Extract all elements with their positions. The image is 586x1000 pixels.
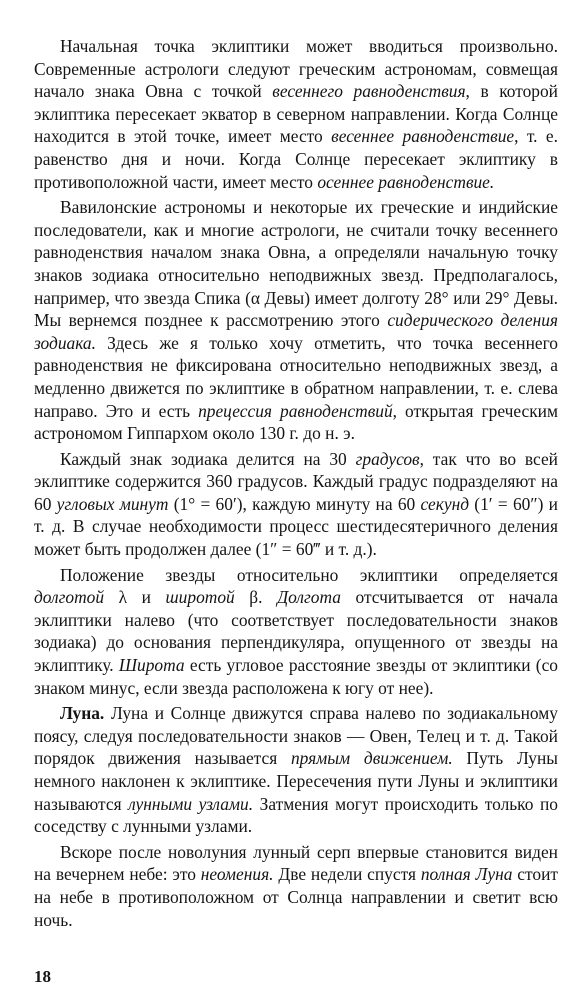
italic-term: весеннее равноденствие [331, 126, 515, 147]
text-run: стоит на небе в противоположном от Солнца направлении и светит всю ночь. [34, 864, 558, 930]
paragraph-ecliptic-origin [34, 35, 558, 193]
italic-term: прецессия равноденствий [198, 400, 393, 421]
section-heading: Луна. [60, 703, 105, 724]
italic-term: сидерического деления зодиака. [34, 310, 558, 353]
text-run: , открытая греческим астрономом Гиппархом около 130 г. до н. э. [34, 400, 558, 444]
italic-term: полная Луна [420, 864, 513, 885]
text-run: , т. е. равенство дня и ночи. Когда Солнце пересекает эклиптику в противоположной части, имеет место [34, 126, 559, 192]
italic-term: угловых минут [56, 493, 169, 514]
paragraph-new-moon [34, 841, 558, 931]
italic-term: Широта [118, 655, 185, 676]
text-run: Здесь же я только хочу отметить, что точка весеннего равноденствия не фиксирована относительно неподвижных звезд, а медленно движется по эклиптике в обратном направлении, т. е. слева направо. Это и есть [34, 332, 558, 421]
italic-term: долготой [34, 587, 105, 608]
paragraph-moon [34, 702, 558, 838]
text-run: Каждый знак зодиака делится на 30 [60, 448, 356, 469]
page-body [34, 35, 558, 934]
text-run: , так что во всей эклиптике содержится 360 градусов. Каждый градус подразделяют на 60 [34, 448, 558, 514]
text-run: λ и [104, 587, 166, 608]
text-run: отсчитывается от начала эклиптики налево (что соответствует последовательности знаков зодиака) до основания перпендикуляра, опущенного от звезды на эклиптику. [34, 587, 558, 676]
italic-term: широтой [165, 587, 235, 608]
italic-term: осеннее равноденствие. [317, 171, 495, 192]
italic-term: весеннего равноденствия [272, 81, 466, 102]
text-run: Вскоре после новолуния лунный серп впервые становится виден на вечернем небе: это [34, 841, 558, 885]
text-run: Вавилонские астрономы и некоторые их греческие и индийские последователи, как и многие астрологи, не считали точку весеннего равноденствия началом знака Овна, а определяли начальную точку знаков зодиака относительно неподвижных звезд. Предполагалось, например, что звезда Спика (α Девы) имеет долготу 28° или 29° Девы. Мы вернемся позднее к рассмотрению этого [34, 197, 558, 331]
paragraph-star-position [34, 564, 558, 700]
text-run: β. [234, 587, 278, 608]
paragraph-babylonian-astronomers [34, 196, 558, 445]
text-run: Положение звезды относительно эклиптики определяется [60, 564, 558, 585]
italic-term: секунд [420, 493, 470, 514]
italic-term: прямым движением. [290, 748, 453, 769]
italic-term: Долгота [277, 587, 341, 608]
italic-term: лунными узлами. [128, 793, 254, 814]
text-run: (1′ = 60″) и т. д. В случае необходимости процесс шестидесятеричного деления может быть продолжен далее (1″ = 60‴ и т. д.). [34, 493, 558, 560]
text-run: Путь Луны немного наклонен к эклиптике. Пересечения пути Луны и эклиптики называются [34, 748, 558, 814]
italic-term: неомения. [200, 864, 274, 885]
italic-term: градусов [355, 448, 420, 469]
text-run: (1° = 60′), каждую минуту на 60 [168, 493, 421, 514]
text-run: Луна и Солнце движутся справа налево по зодиакальному поясу, следуя последовательности знаков — Овен, Телец и т. д. Такой порядок движения называется [34, 703, 558, 769]
text-run: Затмения могут происходить только по соседству с лунными узлами. [34, 793, 559, 837]
text-run: есть угловое расстояние звезды от эклиптики (со знаком минус, если звезда расположена к югу от нее). [34, 655, 558, 698]
page-number: 18 [34, 967, 51, 986]
text-run: Начальная точка эклиптики может вводиться произвольно. Современные астрологи следуют греческим астрономам, совмещая начало знака Овна с точкой [34, 36, 558, 102]
text-run: Две недели спустя [273, 864, 421, 885]
text-run: , в которой эклиптика пересекает экватор в северном направлении. Когда Солнце находится в этой точке, имеет место [34, 81, 558, 147]
paragraph-degrees [34, 448, 558, 561]
